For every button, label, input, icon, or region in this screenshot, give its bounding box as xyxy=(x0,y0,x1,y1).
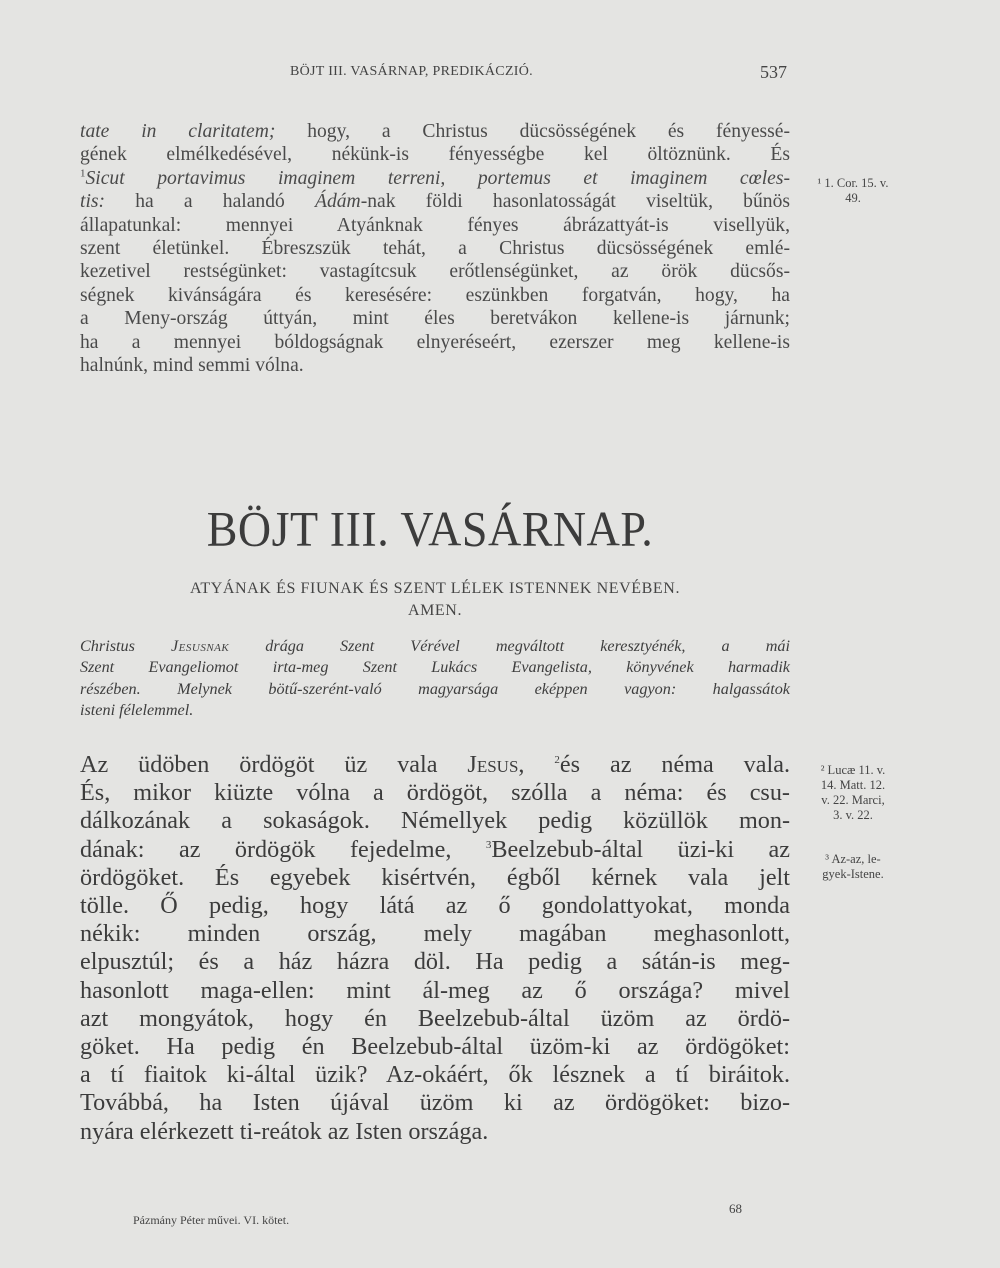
text-line: dálkozának a sokaságok. Némellyek pedig közüllök mon- xyxy=(80,807,790,835)
running-title: BÖJT III. VASÁRNAP, PREDIKÁCZIÓ. xyxy=(290,64,533,79)
invocation-line: ATYÁNAK ÉS FIUNAK ÉS SZENT LÉLEK ISTENNEK NEVÉBEN. xyxy=(189,580,681,597)
text-segment: drága Szent Vérével megváltott keresztyénék, a mái xyxy=(229,637,790,655)
text-segment: -nak földi hasonlatosságát viseltük, bűnös xyxy=(360,191,790,213)
text-line: isteni félelemmel. xyxy=(80,700,194,719)
jesus-name: Jesus xyxy=(467,751,519,778)
text-line: göket. Ha pedig én Beelzebub-által üzöm-ki az ördögöket: xyxy=(80,1033,790,1061)
text-line: részében. Melynek bötű-szerént-való magyarsága eképpen vagyon: halgassátok xyxy=(80,679,790,698)
text-line: Szent Evangeliomot irta-meg Szent Lukács Evangelista, könyvének harmadik xyxy=(80,658,790,677)
footnote-marker: 2 xyxy=(554,753,560,766)
invocation-amen: AMEN. xyxy=(407,602,463,619)
text-line: Továbbá, ha Isten újával üzöm ki az ördögöket: bizo- xyxy=(80,1089,790,1117)
paragraph-continued xyxy=(80,120,790,377)
text-line: tölle. Ő pedig, hogy látá az ő gondolattyokat, monda xyxy=(80,892,790,920)
margin-note-cor xyxy=(798,176,908,206)
footnote-marker: 3 xyxy=(485,838,492,851)
text-line: nékik: minden ország, mely magában meghasonlott, xyxy=(80,920,790,948)
latin-quote-end: tis: xyxy=(80,191,106,213)
margin-note-line: ¹ 1. Cor. 15. v. xyxy=(817,176,889,190)
text-segment: Az üdöben ördögöt üz vala xyxy=(80,751,468,778)
margin-note-beelzebub xyxy=(798,852,908,882)
text-line: a tí fiaitok ki-által üzik? Az-okáért, ők lésznek a tí biráitok. xyxy=(80,1061,790,1089)
margin-note-lucae xyxy=(798,763,908,823)
margin-note-line: v. 22. Marci, xyxy=(821,793,885,807)
text-line: hasonlott maga-ellen: mint ál-meg az ő országa? mivel xyxy=(80,976,790,1004)
text-segment: dának: az ördögök fejedelme, xyxy=(80,835,486,863)
text-line: állapatunkal: mennyei Atyánknak fényes ábrázattyát-is visellyük, xyxy=(80,214,790,236)
margin-note-line: 14. Matt. 12. xyxy=(820,778,886,792)
text-line: nyára elérkezett ti-reátok az Isten országa. xyxy=(80,1117,489,1145)
latin-phrase: tate in claritatem; xyxy=(80,121,276,142)
text-line: gének elmélkedésével, nékünk-is fényességbe kel öltöznünk. És xyxy=(80,144,790,166)
section-title: BÖJT III. VASÁRNAP. xyxy=(206,501,654,557)
text-line: a Meny-ország úttyán, mint éles beretvákon kellene-is járnunk; xyxy=(80,308,790,330)
text-segment: és az néma vala. xyxy=(559,751,791,778)
margin-note-line: ³ Az-az, le- xyxy=(825,852,881,866)
text-line xyxy=(80,120,790,143)
invocation xyxy=(80,578,790,622)
page-number: 537 xyxy=(760,62,787,82)
text-line: halnúnk, mind semmi vólna. xyxy=(80,355,304,377)
name-adam: Ádám xyxy=(315,191,361,213)
text-line: kezetivel restségünket: vastagítcsuk erőtlenségünket, az örök dücsős- xyxy=(80,261,790,283)
text-line: ségnek kivánságára és keresésére: eszünkben forgatván, hogy, ha xyxy=(80,284,790,306)
footer-book-title: Pázmány Péter művei. VI. kötet. xyxy=(133,1213,290,1227)
text-line: És, mikor kiüzte vólna a ördögöt, szólla a néma: és csu- xyxy=(80,779,790,807)
text-segment: , xyxy=(518,751,555,778)
jesus-name: Jesusnak xyxy=(170,637,230,655)
text-line: ördögöket. És egyebek kisértvén, égből kérnek vala jelt xyxy=(80,863,790,891)
margin-note-line: ² Lucæ 11. v. xyxy=(820,763,886,777)
text-line: azt mongyátok, hogy én Beelzebub-által üzöm az ördö- xyxy=(80,1004,790,1032)
text-segment: Christus xyxy=(80,637,171,655)
text-line: ha a mennyei bóldogságnak elnyeréseért, ezerszer meg kellene-is xyxy=(80,331,790,353)
text-segment: Beelzebub-által üzi-ki az xyxy=(491,835,791,863)
text-segment: ha a halandó xyxy=(105,191,315,213)
text-line xyxy=(80,636,790,657)
text-line xyxy=(80,751,790,779)
gospel-text xyxy=(80,751,790,1146)
text-line: elpusztúl; és a ház házra döl. Ha pedig a sátán-is meg- xyxy=(80,948,790,976)
text-line: szent életünkel. Ébreszszük tehát, a Christus dücsösségének emlé- xyxy=(80,238,790,260)
footnote-marker: 1 xyxy=(80,167,86,180)
margin-note-line: 3. v. 22. xyxy=(833,808,873,822)
intro-paragraph xyxy=(80,636,790,721)
text-line xyxy=(80,190,790,213)
latin-quote: Sicut portavimus imaginem terreni, portemus et imaginem cœles- xyxy=(85,167,790,189)
text-line xyxy=(80,836,790,864)
text-line xyxy=(80,167,790,190)
margin-note-line: 49. xyxy=(845,191,861,205)
margin-note-line: gyek-Istene. xyxy=(822,867,884,881)
signature-mark: 68 xyxy=(729,1201,742,1216)
text-segment: hogy, a Christus dücsösségének és fényessé- xyxy=(275,121,790,142)
